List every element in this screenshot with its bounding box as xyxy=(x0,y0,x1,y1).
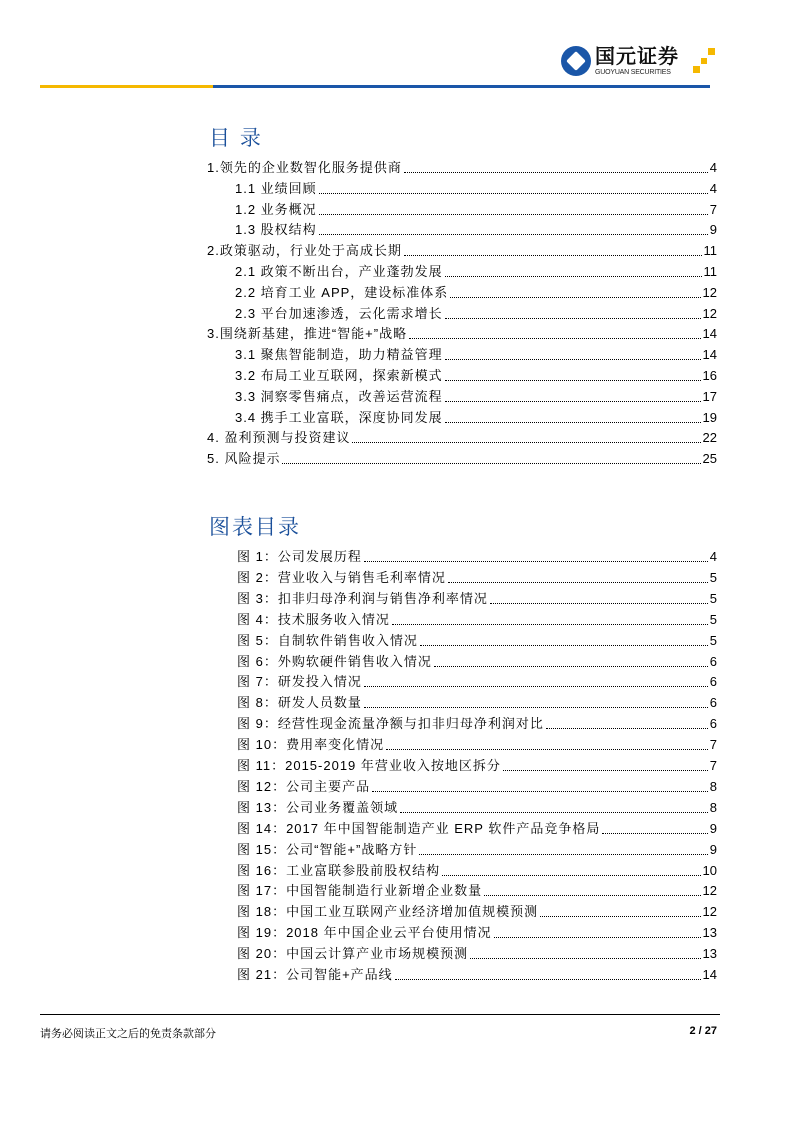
entry-page: 7 xyxy=(709,201,717,217)
entry-page: 16 xyxy=(702,368,717,383)
entry-page: 12 xyxy=(702,284,717,300)
dot-leader xyxy=(494,937,701,938)
figure-entry[interactable] xyxy=(237,859,717,879)
entry-label: 图 17：中国智能制造行业新增企业数量 xyxy=(237,883,483,899)
figure-entry[interactable] xyxy=(237,670,717,690)
dot-leader xyxy=(364,686,708,687)
dot-leader xyxy=(442,875,700,876)
entry-label: 图 2：营业收入与销售毛利率情况 xyxy=(237,569,446,585)
dot-leader xyxy=(470,958,700,959)
entry-label: 图 21：公司智能+产品线 xyxy=(237,967,393,982)
entry-label: 图 9：经营性现金流量净额与扣非归母净利润对比 xyxy=(237,716,544,732)
entry-label: 1.领先的企业数智化服务提供商 xyxy=(207,160,402,175)
logo-square-icon xyxy=(708,48,715,55)
entry-label: 3.3 洞察零售痛点，改善运营流程 xyxy=(235,388,443,404)
entry-label: 图 5：自制软件销售收入情况 xyxy=(237,632,418,648)
entry-label: 图 19：2018 年中国企业云平台使用情况 xyxy=(237,925,492,941)
dot-leader xyxy=(392,624,708,625)
entry-page: 10 xyxy=(702,862,717,878)
entry-label: 图 13：公司业务覆盖领域 xyxy=(237,799,399,815)
toc-entry[interactable] xyxy=(207,447,717,467)
entry-page: 6 xyxy=(709,695,717,711)
entry-label: 5. 风险提示 xyxy=(207,451,281,467)
figure-entry[interactable] xyxy=(237,587,717,607)
entry-label: 图 10：费用率变化情况 xyxy=(237,737,385,753)
dot-leader xyxy=(400,812,708,813)
toc-entry[interactable] xyxy=(235,364,717,384)
entry-label: 图 18：中国工业互联网产业经济增加值规模预测 xyxy=(237,904,539,920)
dot-leader xyxy=(445,276,702,277)
footer-disclaimer: 请务必阅读正文之后的免责条款部分 xyxy=(40,1028,216,1040)
dot-leader xyxy=(352,442,700,443)
entry-label: 图 4：技术服务收入情况 xyxy=(237,611,390,627)
entry-label: 2.2 培育工业 APP，建设标准体系 xyxy=(235,284,449,300)
entry-label: 3.1 聚焦智能制造，助力精益管理 xyxy=(235,347,443,363)
entry-page: 7 xyxy=(709,758,717,773)
toc-entry[interactable] xyxy=(235,218,717,238)
entry-label: 图 3：扣非归母净利润与销售净利率情况 xyxy=(237,590,488,606)
figure-entry[interactable] xyxy=(237,942,717,962)
entry-page: 4 xyxy=(709,180,717,196)
logo-square-icon xyxy=(701,58,707,64)
dot-leader xyxy=(484,895,700,896)
dot-leader xyxy=(503,770,708,771)
entry-label: 1.1 业绩回顾 xyxy=(235,180,317,196)
header-rule xyxy=(213,85,710,88)
dot-leader xyxy=(490,603,708,604)
toc-entry[interactable] xyxy=(235,385,717,405)
entry-page: 14 xyxy=(702,967,717,982)
dot-leader xyxy=(445,318,701,319)
entry-page: 14 xyxy=(702,326,717,342)
entry-page: 11 xyxy=(703,264,717,279)
figure-entry[interactable] xyxy=(237,754,717,774)
entry-page: 14 xyxy=(702,347,717,363)
entry-page: 12 xyxy=(702,883,717,899)
entry-label: 2.1 政策不断出台，产业蓬勃发展 xyxy=(235,264,443,279)
entry-page: 6 xyxy=(709,674,717,690)
entry-page: 25 xyxy=(702,451,717,467)
entry-page: 12 xyxy=(702,305,717,321)
figure-entry[interactable] xyxy=(237,712,717,732)
figure-entry[interactable] xyxy=(237,879,717,899)
dot-leader xyxy=(409,338,700,339)
entry-page: 8 xyxy=(709,799,717,815)
entry-page: 13 xyxy=(702,946,717,962)
entry-label: 图 6：外购软硬件销售收入情况 xyxy=(237,653,432,669)
entry-page: 4 xyxy=(709,549,717,564)
dot-leader xyxy=(448,582,708,583)
entry-label: 2.政策驱动，行业处于高成长期 xyxy=(207,243,402,259)
figure-entry[interactable] xyxy=(237,963,717,983)
entry-label: 图 16：工业富联参股前股权结构 xyxy=(237,862,441,878)
toc-entry[interactable] xyxy=(235,406,717,426)
toc-entry[interactable] xyxy=(207,322,717,342)
figure-entry[interactable] xyxy=(237,608,717,628)
dot-leader xyxy=(319,193,708,194)
entry-page: 9 xyxy=(709,222,717,238)
entry-page: 12 xyxy=(702,904,717,920)
entry-page: 17 xyxy=(702,388,717,404)
dot-leader xyxy=(404,172,708,173)
entry-page: 5 xyxy=(709,569,717,585)
dot-leader xyxy=(420,645,708,646)
entry-label: 图 11：2015-2019 年营业收入按地区拆分 xyxy=(237,758,501,773)
entry-page: 9 xyxy=(709,820,717,836)
header-rule-accent xyxy=(40,85,213,88)
figures-title: 图表目录 xyxy=(209,516,301,539)
toc-entry[interactable] xyxy=(207,239,717,259)
page-number: 2 / 27 xyxy=(689,1025,717,1037)
entry-page: 7 xyxy=(709,737,717,753)
toc-entry[interactable] xyxy=(235,343,717,363)
entry-page: 5 xyxy=(709,632,717,648)
entry-label: 图 14：2017 年中国智能制造产业 ERP 软件产品竞争格局 xyxy=(237,820,601,836)
dot-leader xyxy=(602,833,707,834)
entry-page: 19 xyxy=(702,409,717,425)
entry-page: 5 xyxy=(709,590,717,606)
entry-label: 1.3 股权结构 xyxy=(235,222,317,238)
entry-label: 图 7：研发投入情况 xyxy=(237,674,362,690)
dot-leader xyxy=(364,707,708,708)
dot-leader xyxy=(282,463,700,464)
figure-entry[interactable] xyxy=(237,900,717,920)
entry-page: 6 xyxy=(709,716,717,732)
dot-leader xyxy=(445,401,701,402)
figure-entry[interactable] xyxy=(237,921,717,941)
entry-page: 11 xyxy=(703,243,717,259)
dot-leader xyxy=(445,380,701,381)
entry-label: 2.3 平台加速渗透，云化需求增长 xyxy=(235,305,443,321)
figure-entry[interactable] xyxy=(237,817,717,837)
figure-entry[interactable] xyxy=(237,838,717,858)
logo-en-text: GUOYUAN SECURITIES xyxy=(595,68,671,76)
dot-leader xyxy=(546,728,708,729)
figure-entry[interactable] xyxy=(237,629,717,649)
dot-leader xyxy=(372,791,708,792)
entry-page: 13 xyxy=(702,925,717,941)
dot-leader xyxy=(386,749,708,750)
figure-entry[interactable] xyxy=(237,775,717,795)
figure-entry[interactable] xyxy=(237,691,717,711)
dot-leader xyxy=(445,359,701,360)
entry-page: 8 xyxy=(709,778,717,794)
dot-leader xyxy=(434,666,708,667)
entry-label: 3.2 布局工业互联网，探索新模式 xyxy=(235,368,443,383)
dot-leader xyxy=(364,561,708,562)
entry-label: 图 8：研发人员数量 xyxy=(237,695,362,711)
entry-page: 5 xyxy=(709,611,717,627)
dot-leader xyxy=(419,854,707,855)
toc-title: 目 录 xyxy=(209,127,263,150)
entry-label: 图 20：中国云计算产业市场规模预测 xyxy=(237,946,469,962)
dot-leader xyxy=(540,916,700,917)
toc-entry[interactable] xyxy=(207,156,717,176)
company-logo xyxy=(561,44,679,78)
toc-entry[interactable] xyxy=(235,198,717,218)
figure-entry[interactable] xyxy=(237,545,717,565)
dot-leader xyxy=(319,214,708,215)
footer-rule xyxy=(40,1014,720,1015)
entry-label: 图 12：公司主要产品 xyxy=(237,778,371,794)
entry-label: 1.2 业务概况 xyxy=(235,201,317,217)
entry-page: 9 xyxy=(709,841,717,857)
entry-page: 6 xyxy=(709,653,717,669)
figure-entry[interactable] xyxy=(237,566,717,586)
figure-entry[interactable] xyxy=(237,796,717,816)
toc-entry[interactable] xyxy=(235,302,717,322)
entry-label: 图 15：公司“智能+”战略方针 xyxy=(237,841,418,857)
toc-entry[interactable] xyxy=(235,281,717,301)
logo-emblem-icon xyxy=(561,46,591,76)
entry-page: 22 xyxy=(702,430,717,446)
entry-label: 3.围绕新基建，推进“智能+”战略 xyxy=(207,326,408,342)
dot-leader xyxy=(445,422,701,423)
dot-leader xyxy=(395,979,701,980)
entry-label: 图 1：公司发展历程 xyxy=(237,549,362,564)
dot-leader xyxy=(319,234,708,235)
figure-entry[interactable] xyxy=(237,650,717,670)
dot-leader xyxy=(450,297,700,298)
toc-entry[interactable] xyxy=(235,260,717,280)
logo-cn-text: 国元证券 xyxy=(595,45,679,68)
entry-label: 3.4 携手工业富联，深度协同发展 xyxy=(235,409,443,425)
toc-entry[interactable] xyxy=(235,177,717,197)
dot-leader xyxy=(404,255,702,256)
figure-entry[interactable] xyxy=(237,733,717,753)
entry-page: 4 xyxy=(709,160,717,175)
logo-square-icon xyxy=(693,66,700,73)
toc-entry[interactable] xyxy=(207,426,717,446)
entry-label: 4. 盈利预测与投资建议 xyxy=(207,430,351,446)
